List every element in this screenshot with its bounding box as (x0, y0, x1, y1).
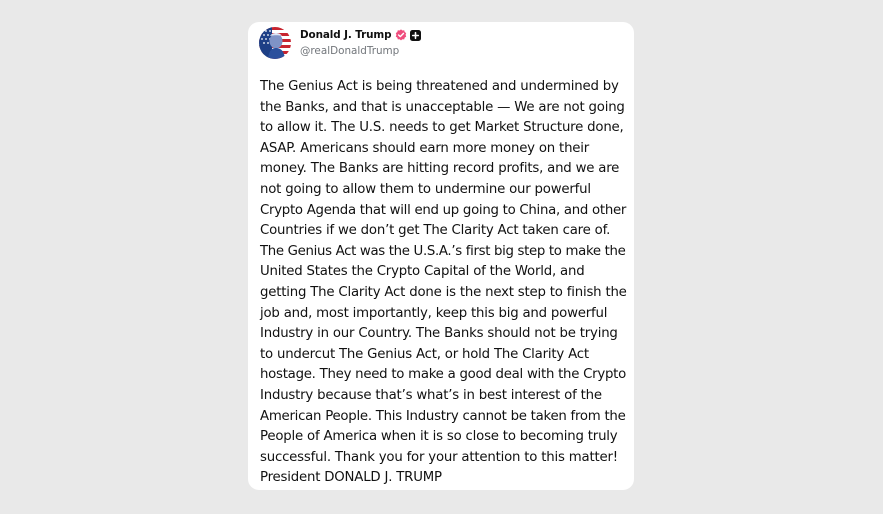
post-text-line: hostage. They need to make a good deal with the Crypto (260, 367, 626, 383)
verified-check-icon (395, 29, 407, 41)
post-text-line: Industry in our Country. The Banks should not be trying (260, 326, 618, 342)
avatar[interactable] (259, 27, 291, 59)
plus-badge-icon (410, 30, 421, 41)
post-text-line: Countries if we don’t get The Clarity Act taken care of. (260, 223, 611, 239)
post-card (248, 22, 634, 490)
post-text-line: to undercut The Genius Act, or hold The Clarity Act (260, 346, 589, 362)
post-text-line: money. The Banks are hitting record profits, and we are (260, 161, 620, 177)
post-text-line: The Genius Act was the U.S.A.’s first big step to make the (260, 243, 626, 259)
post-text-line: United States the Crypto Capital of the World, and (260, 264, 585, 280)
author-name-row (300, 28, 421, 42)
post-text-line: to allow it. The U.S. needs to get Market Structure done, (260, 120, 624, 136)
post-text-line: job and, most importantly, keep this big and powerful (260, 305, 608, 321)
post-text-line: ASAP. Americans should earn more money on their (260, 140, 590, 156)
author-handle[interactable]: @realDonaldTrump (300, 45, 400, 57)
post-text (260, 77, 627, 489)
avatar-image (259, 27, 291, 59)
post-text-line: the Banks, and that is unacceptable — We are not going (260, 99, 625, 115)
post-signature: President DONALD J. TRUMP (260, 470, 442, 486)
post-text-line: Crypto Agenda that will end up going to China, and other (260, 202, 627, 218)
post-text-line: People of America when it is so close to becoming truly (260, 429, 618, 445)
post-text-line: successful. Thank you for your attention to this matter! (260, 449, 618, 465)
post-text-line: The Genius Act is being threatened and undermined by (260, 79, 619, 94)
author-name[interactable]: Donald J. Trump (300, 29, 392, 41)
post-text-line: getting The Clarity Act done is the next step to finish the (260, 284, 627, 300)
post-text-line: Industry because that’s what’s in best interest of the (260, 387, 602, 403)
post-text-line: American People. This Industry cannot be taken from the (260, 408, 626, 424)
post-text-line: not going to allow them to undermine our powerful (260, 181, 591, 197)
